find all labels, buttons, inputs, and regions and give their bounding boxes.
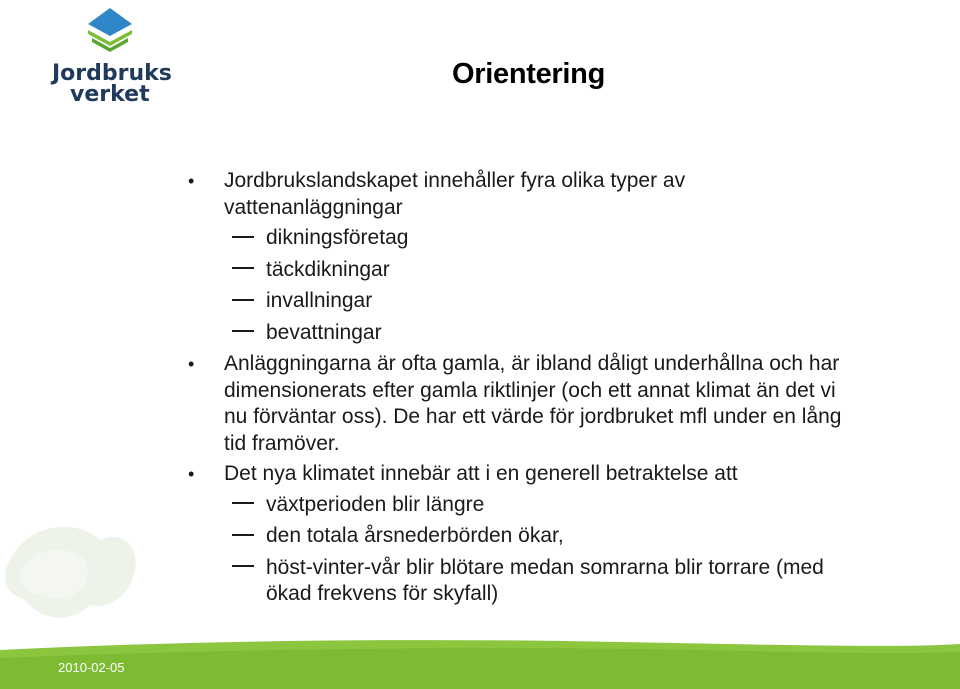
- sub-bullet-item: [0, 288, 866, 315]
- sub-bullet-text: täckdikningar: [266, 257, 390, 281]
- bullet-marker: •: [188, 171, 195, 191]
- dash-marker: [232, 257, 254, 284]
- dash-marker: [232, 225, 254, 252]
- sub-bullet-item: [0, 492, 866, 519]
- sub-bullet-item: [0, 523, 866, 550]
- dash-marker: [232, 320, 254, 347]
- bullet-text: Anläggningarna är ofta gamla, är ibland dåligt underhållna och har dimensionerats efter gamla riktlinjer (och ett annat klimat än det vi nu förväntar oss). De har ett värde för jordbruket mfl under en lång tid framöver.: [224, 352, 842, 455]
- sub-bullet-text: invallningar: [266, 289, 373, 312]
- sub-bullet-text: dikningsföretag: [266, 226, 409, 249]
- slide-title: Orientering: [452, 58, 605, 90]
- logo-line2: verket: [70, 82, 150, 104]
- footer-band: [0, 636, 960, 689]
- sub-bullet-text: bevattningar: [266, 320, 382, 344]
- dash-marker: [232, 492, 254, 519]
- sub-bullet-text: den totala årsnederbörden ökar,: [266, 524, 564, 547]
- bullet-item: [0, 351, 864, 457]
- sub-bullet-item: [0, 555, 866, 608]
- bullet-text: Jordbrukslandskapet innehåller fyra olika typer av vattenanläggningar: [224, 169, 686, 219]
- bullet-item: [0, 461, 864, 488]
- bullet-text: Det nya klimatet innebär att i en generell betraktelse att: [224, 462, 738, 485]
- bullet-item: [0, 168, 864, 221]
- bullet-marker: •: [188, 354, 195, 374]
- sub-bullet-item: [0, 257, 866, 284]
- sub-bullet-text: växtperioden blir längre: [266, 492, 485, 516]
- logo-line1: Jordbruks: [52, 61, 172, 86]
- footer-date: 2010-02-05: [58, 660, 125, 675]
- bullet-list: [0, 168, 960, 613]
- sub-bullet-text: höst-vinter-vår blir blötare medan somrarna blir torrare (med ökad frekvens för skyfall): [266, 555, 824, 605]
- bullet-marker: •: [188, 464, 195, 484]
- logo-mark: [48, 4, 172, 104]
- sub-bullet-item: [0, 225, 866, 252]
- dash-marker: [232, 555, 254, 582]
- jordbruksverket-logo: [48, 4, 172, 104]
- sub-bullet-item: [0, 320, 866, 347]
- dash-marker: [232, 288, 254, 315]
- dash-marker: [232, 523, 254, 550]
